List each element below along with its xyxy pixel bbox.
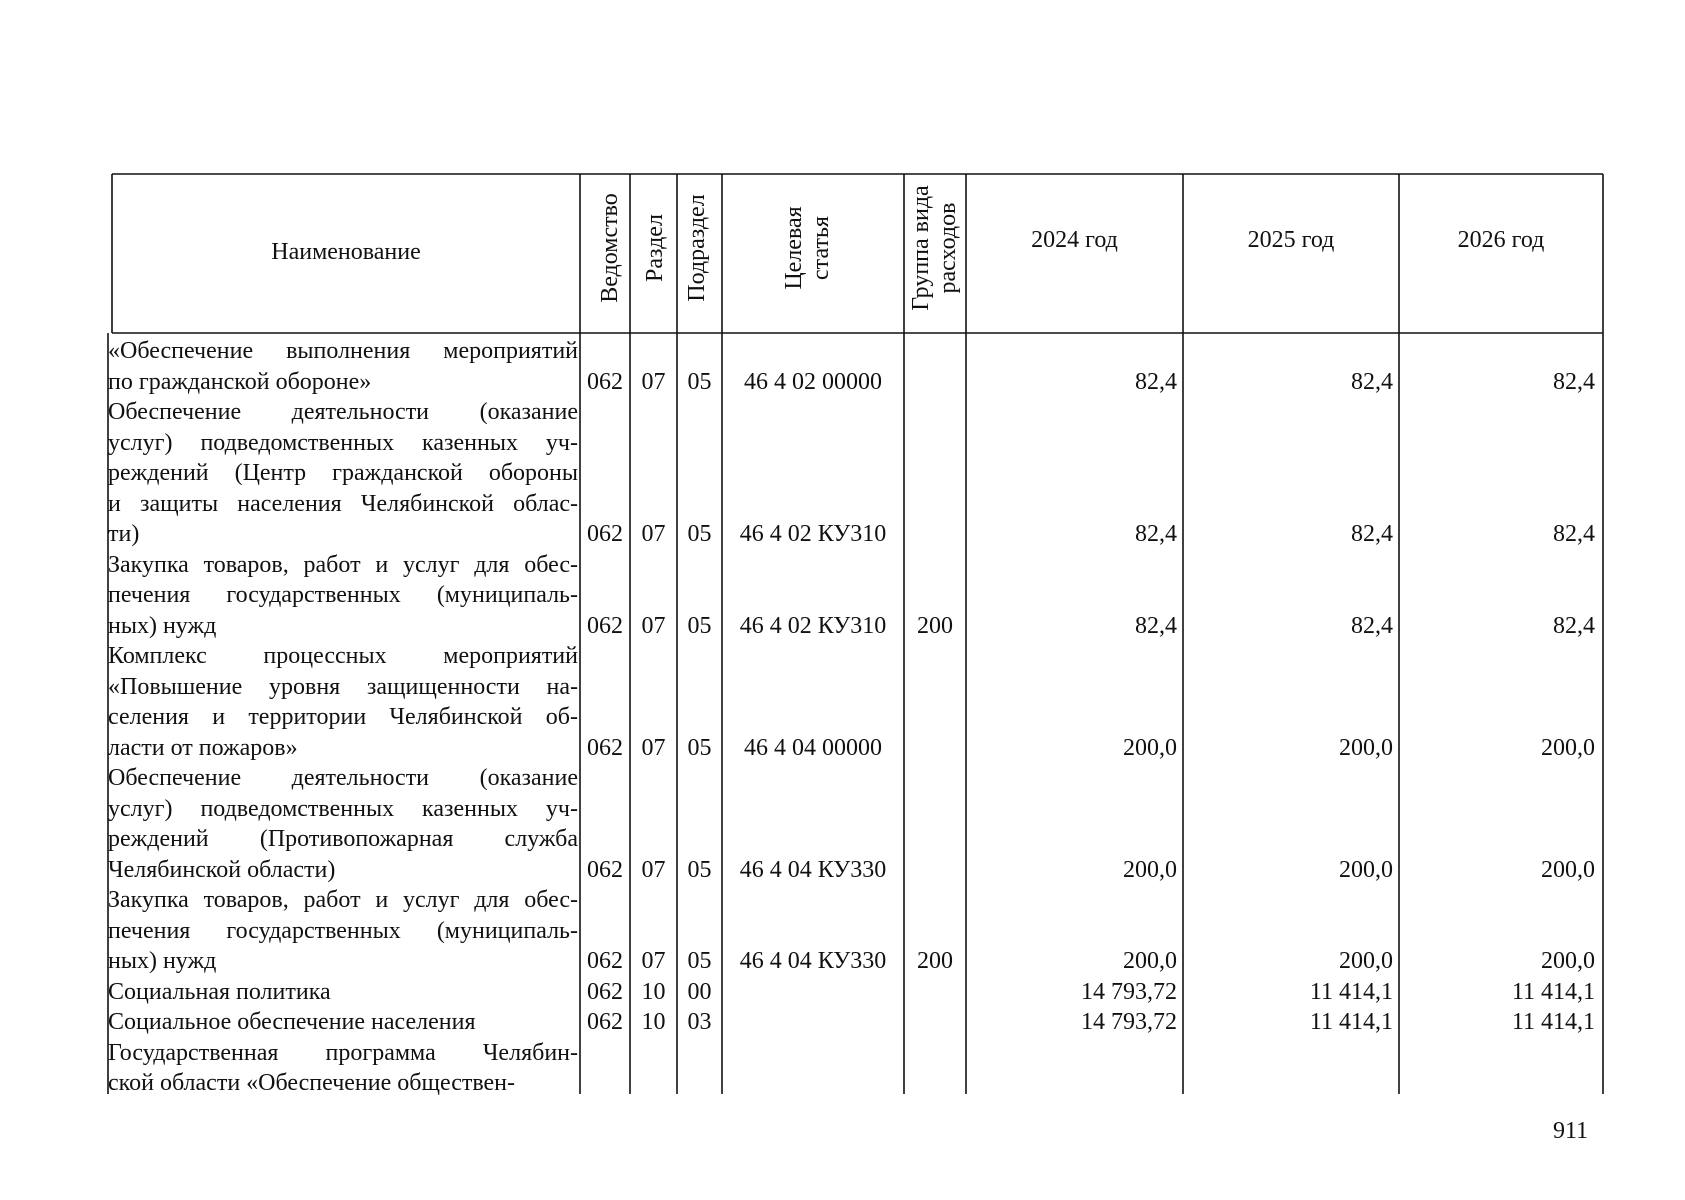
row-podrazdel: 00: [687, 978, 712, 1005]
header-gruppa-line1: Группа вида: [908, 185, 934, 311]
row-2024: 14 793,72: [1081, 1009, 1177, 1035]
row-2024: 200,0: [1123, 734, 1177, 761]
row-2024: 200,0: [1123, 856, 1177, 883]
row-name-line: Закупка товаров, работ и услуг для обес-: [108, 551, 578, 578]
row-razdel: 07: [641, 612, 666, 639]
row-razdel: 10: [641, 1009, 666, 1035]
row-podrazdel: 05: [687, 856, 712, 883]
row-vedomstvo: 062: [587, 734, 623, 761]
row-podrazdel: 05: [687, 734, 712, 761]
row-name: [108, 336, 578, 397]
header-celevaya-line2: статья: [808, 216, 834, 280]
row-2024: 82,4: [1135, 368, 1177, 395]
header-podrazdel: Подраздел: [684, 194, 710, 302]
row-vedomstvo: 062: [587, 856, 623, 883]
row-razdel: 07: [641, 856, 666, 883]
header-2025: 2025 год: [1247, 227, 1335, 253]
header-2024: 2024 год: [1031, 227, 1118, 253]
row-celevaya-statya: 46 4 04 КУ330: [739, 856, 887, 883]
row-vedomstvo: 062: [587, 1009, 623, 1035]
header-name: Наименование: [271, 239, 421, 265]
row-razdel: 07: [641, 734, 666, 761]
row-name: [108, 550, 578, 642]
row-2026: 82,4: [1553, 521, 1595, 547]
row-name-line: Закупка товаров, работ и услуг для обес-: [108, 887, 578, 913]
row-2024: 82,4: [1135, 612, 1177, 639]
header-celevaya-line1: Целевая: [781, 206, 807, 290]
row-2026: 200,0: [1541, 856, 1595, 883]
row-podrazdel: 03: [687, 1009, 712, 1035]
row-2025: 82,4: [1351, 521, 1393, 547]
row-name: [108, 641, 578, 763]
row-name: [108, 1007, 578, 1038]
row-name-line: печения государственных (муниципаль-: [108, 917, 578, 944]
row-vedomstvo: 062: [587, 612, 623, 639]
row-name-line: ской области «Обеспечение обществен-: [108, 1070, 516, 1096]
row-razdel: 07: [641, 521, 666, 547]
row-podrazdel: 05: [687, 521, 712, 547]
row-2026: 82,4: [1553, 612, 1595, 639]
row-2024: 14 793,72: [1081, 978, 1177, 1005]
header-gruppa-line2: расходов: [935, 202, 961, 294]
row-name-line: по гражданской обороне»: [108, 368, 372, 395]
row-2026: 200,0: [1541, 734, 1595, 761]
row-name: [108, 885, 578, 977]
row-name-line: ти): [108, 521, 140, 547]
row-razdel: 07: [641, 368, 666, 395]
row-2026: 200,0: [1541, 948, 1595, 974]
row-name-line: ных) нужд: [108, 948, 217, 974]
row-name-line: Государственная программа Челябин-: [108, 1039, 578, 1066]
row-celevaya-statya: 46 4 04 КУ330: [739, 948, 887, 974]
row-vedomstvo: 062: [587, 978, 623, 1005]
row-2026: 11 414,1: [1511, 1009, 1595, 1035]
row-name: [108, 397, 578, 550]
row-name-line: услуг) подведомственных казенных уч-: [108, 429, 578, 456]
row-celevaya-statya: 46 4 02 КУ310: [739, 521, 887, 547]
row-name-line: услуг) подведомственных казенных уч-: [108, 795, 578, 822]
row-name-line: реждений (Противопожарная служба: [108, 826, 578, 852]
row-name-line: селения и территории Челябинской об-: [108, 704, 578, 730]
page-number: 911: [1553, 1118, 1589, 1144]
row-name-line: Социальное обеспечение населения: [108, 1009, 476, 1035]
row-2025: 11 414,1: [1309, 978, 1393, 1005]
row-2025: 200,0: [1339, 856, 1393, 883]
row-gruppa-vida: 200: [917, 612, 953, 639]
row-2025: 82,4: [1351, 612, 1393, 639]
row-celevaya-statya: 46 4 02 00000: [744, 368, 882, 395]
row-2026: 11 414,1: [1511, 978, 1595, 1005]
header-2026: 2026 год: [1457, 227, 1545, 253]
row-gruppa-vida: 200: [917, 948, 953, 974]
row-podrazdel: 05: [687, 368, 712, 395]
row-name-line: ласти от пожаров»: [108, 734, 298, 761]
row-name-line: ных) нужд: [108, 612, 217, 639]
header-razdel: Раздел: [642, 214, 668, 282]
row-name-line: Челябинской области): [108, 856, 336, 883]
row-name-line: «Повышение уровня защищенности на-: [108, 673, 578, 700]
row-2024: 200,0: [1123, 948, 1177, 974]
row-name: [108, 763, 578, 885]
row-razdel: 07: [641, 948, 666, 974]
row-2025: 200,0: [1339, 734, 1393, 761]
row-razdel: 10: [641, 978, 666, 1005]
row-vedomstvo: 062: [587, 368, 623, 395]
row-podrazdel: 05: [687, 948, 712, 974]
row-vedomstvo: 062: [587, 521, 623, 547]
row-2025: 200,0: [1339, 948, 1393, 974]
row-2026: 82,4: [1553, 368, 1595, 395]
header-vedomstvo: Ведомство: [597, 193, 623, 303]
row-name: [108, 977, 578, 1008]
row-2024: 82,4: [1135, 521, 1177, 547]
row-name-line: печения государственных (муниципаль-: [108, 582, 578, 608]
row-name-line: реждений (Центр гражданской обороны: [108, 460, 578, 486]
row-2025: 82,4: [1351, 368, 1393, 395]
row-name-line: Обеспечение деятельности (оказание: [108, 765, 578, 791]
row-name-line: и защиты населения Челябинской облас-: [108, 490, 578, 517]
row-celevaya-statya: 46 4 02 КУ310: [739, 612, 887, 639]
row-name-line: Обеспечение деятельности (оказание: [108, 399, 578, 425]
row-name-line: Социальная политика: [108, 978, 331, 1005]
row-celevaya-statya: 46 4 04 00000: [744, 734, 882, 761]
row-vedomstvo: 062: [587, 948, 623, 974]
row-2025: 11 414,1: [1309, 1009, 1393, 1035]
row-name: [108, 1038, 578, 1099]
row-name-line: Комплекс процессных мероприятий: [108, 643, 578, 669]
row-podrazdel: 05: [687, 612, 712, 639]
row-name-line: «Обеспечение выполнения мероприятий: [108, 338, 578, 364]
